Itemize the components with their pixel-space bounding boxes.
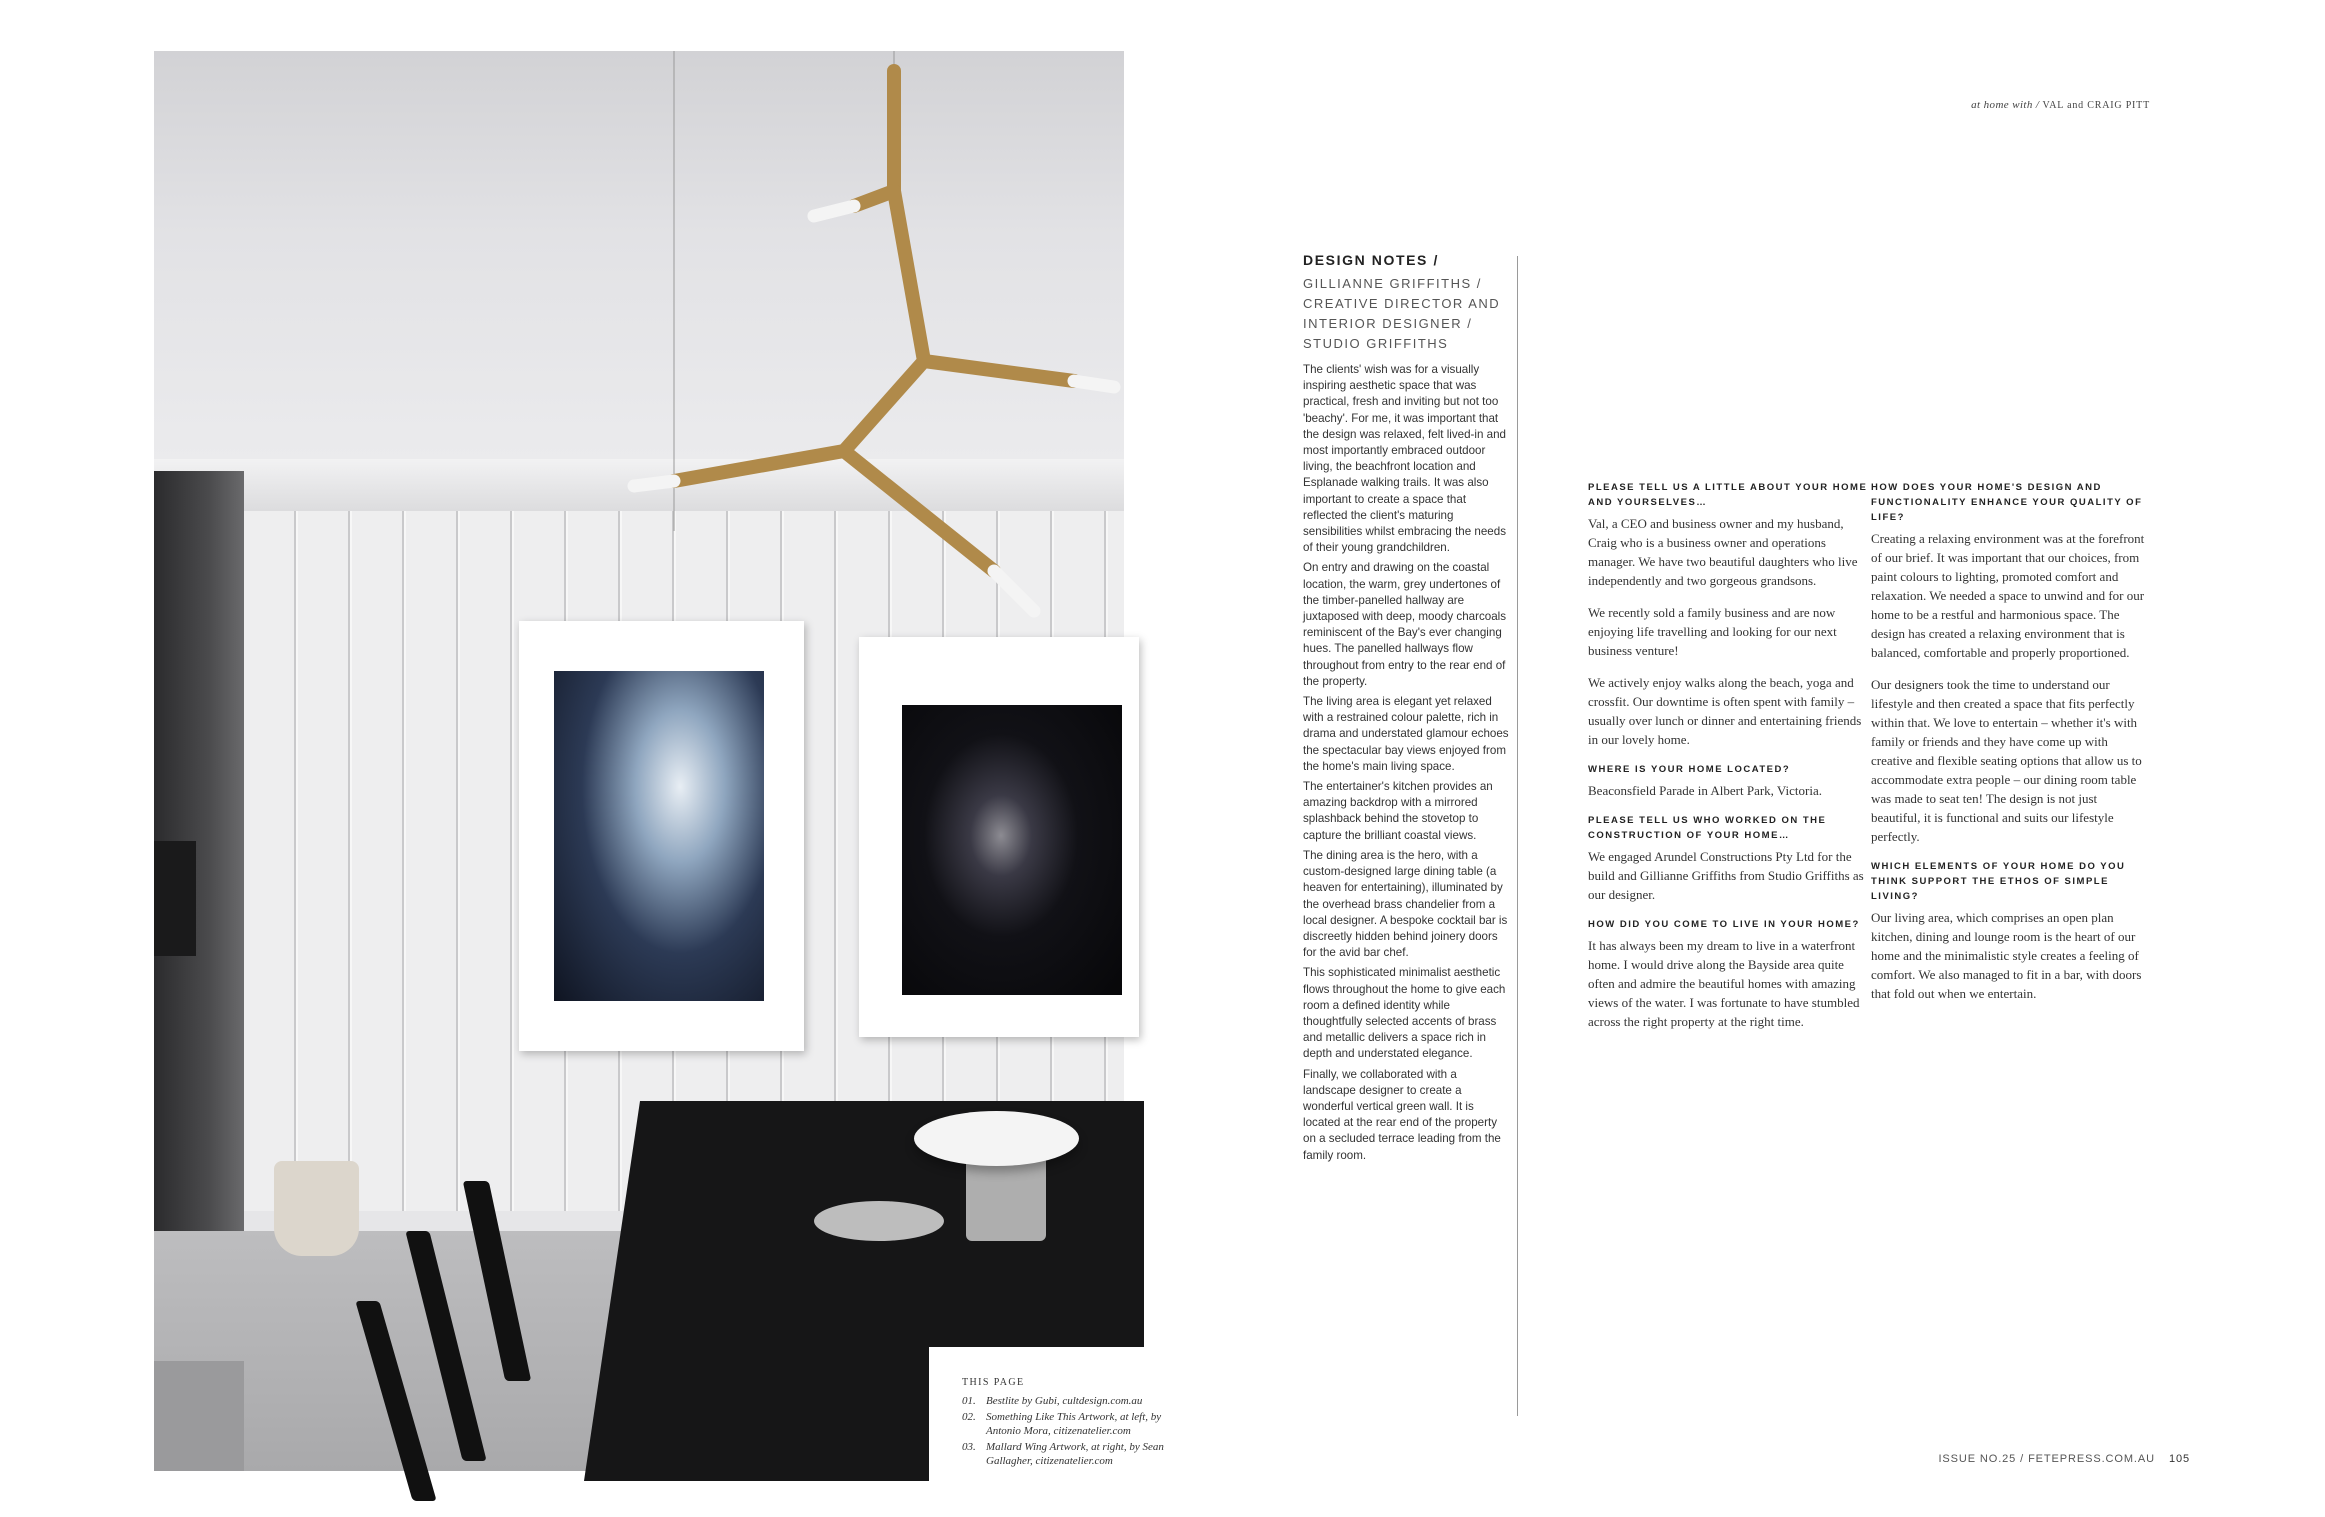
interview-answer: We recently sold a family business and are now enjoying life travelling and looking for our next business venture! [1588,605,1837,658]
design-notes-paragraph: Finally, we collaborated with a landscape designer to create a wonderful vertical green wall. It is located at the rear end of the property on a secluded terrace leading from the family room. [1303,1067,1501,1162]
caption-item [962,1410,1203,1438]
design-notes-paragraph: The living area is elegant yet relaxed with a restrained colour palette, rich in drama and understated glamour echoes the spectacular bay views enjoyed from the home's main living space. [1303,695,1509,773]
interview-answer: Beaconsfield Parade in Albert Park, Victoria. [1588,783,1822,798]
dining-room-photo [154,51,1164,1467]
caption-item-text: Bestlite by Gubi, cultdesign.com.au [986,1395,1143,1407]
interview-column-right [1871,480,2147,1016]
caption-item [962,1394,1203,1408]
design-notes-subtitle: GILLIANNE GRIFFITHS / CREATIVE DIRECTOR AND INTERIOR DESIGNER / STUDIO GRIFFITHS [1303,276,1501,351]
interview-answer: We actively enjoy walks along the beach, yoga and crossfit. Our downtime is often spent with family – usually over lunch or dinner and entertaining friends in our lovely home. [1588,675,1862,747]
caption-item-text: Mallard Wing Artwork, at right, by Sean Gallagher, citizenatelier.com [986,1441,1164,1467]
running-header-prefix: at home with / [1971,99,2040,111]
interview-question: PLEASE TELL US A LITTLE ABOUT YOUR HOME AND YOURSELVES… [1588,482,1868,508]
television [154,841,196,956]
caption-item-number: 01. [962,1395,976,1407]
interview-question: WHICH ELEMENTS OF YOUR HOME DO YOU THINK SUPPORT THE ETHOS OF SIMPLE LIVING? [1871,861,2126,902]
issue-label: ISSUE NO.25 / FETEPRESS.COM.AU [1938,1453,2155,1465]
caption-heading: THIS PAGE [962,1377,1025,1388]
running-header-names: VAL and CRAIG PITT [2042,100,2150,111]
basket [274,1161,359,1256]
design-notes-column [1303,252,1511,1168]
brass-chandelier [154,51,1124,651]
artwork-left [554,671,764,1001]
interview-column-left [1588,480,1870,1044]
interview-question: HOW DID YOU COME TO LIVE IN YOUR HOME? [1588,919,1860,930]
design-notes-paragraph: On entry and drawing on the coastal location, the warm, grey undertones of the timber-panelled hallway are juxtaposed with deep, moody charcoals reminiscent of the Bay's ever changing hues. The panelled hallways flow throughout from entry to the rear end of the property. [1303,561,1507,688]
column-divider [1517,256,1518,1416]
artwork-right [902,705,1122,995]
design-notes-paragraph: The dining area is the hero, with a custom-designed large dining table (a heaven for entertaining), illuminated by the overhead brass chandelier from a local designer. A bespoke cocktail bar is discreetly hidden behind joinery doors for the avid bar chef. [1303,848,1508,960]
interview-question: HOW DOES YOUR HOME'S DESIGN AND FUNCTIONALITY ENHANCE YOUR QUALITY OF LIFE? [1871,482,2143,523]
design-notes-paragraph: This sophisticated minimalist aesthetic flows throughout the home to give each room a defined identity while thoughtfully selected accents of brass and metallic delivers a space rich in depth and understated elegance. [1303,966,1506,1061]
artwork-left-frame [519,621,804,1051]
caption-item-number: 02. [962,1411,976,1423]
caption-item-text: Something Like This Artwork, at left, by Antonio Mora, citizenatelier.com [986,1411,1162,1437]
concrete-plate [814,1201,944,1241]
interview-answer: Our living area, which comprises an open plan kitchen, dining and lounge room is the heart of our home and the minimalistic style creates a feeling of comfort. We also managed to fit in a bar, with doors that fold out when we entertain. [1871,910,2142,1001]
running-header [1860,99,2150,111]
caption-item [962,1440,1203,1468]
design-notes-paragraph: The entertainer's kitchen provides an amazing backdrop with a mirrored splashback behind the stovetop to capture the brilliant coastal views. [1303,780,1493,842]
interview-answer: Creating a relaxing environment was at the forefront of our brief. It was important that our choices, from paint colours to lighting, promoted comfort and relaxation. We needed a space to unwind and for our home to be a restful and harmonious space. The design has created a relaxing environment that is balanced, comfortable and properly proportioned. [1871,531,2145,660]
rug [154,1361,244,1471]
caption-item-number: 03. [962,1441,976,1453]
interview-question: PLEASE TELL US WHO WORKED ON THE CONSTRUCTION OF YOUR HOME… [1588,815,1827,841]
page-number: 105 [2168,1453,2190,1465]
artwork-right-frame [859,637,1139,1037]
design-notes-paragraph: The clients' wish was for a visually inspiring aesthetic space that was practical, fresh and inviting but not too 'beachy'. For me, it was important that the design was relaxed, felt lived-in and most importantly embraced outdoor living, the beachfront location and Esplanade walking trails. It was also important to create a space that reflected the client's maturing sensibilities whilst embracing the needs of their young grandchildren. [1303,363,1507,555]
sculpture-base [966,1156,1046,1241]
interview-answer: It has always been my dream to live in a waterfront home. I would drive along the Bayside area quite often and admire the beautiful homes with amazing views of the water. I was fortunate to have stumbled across the right property at the right time. [1588,938,1860,1029]
interview-question: WHERE IS YOUR HOME LOCATED? [1588,764,1791,775]
interview-answer: Val, a CEO and business owner and my husband, Craig who is a business owner and operations manager. We have two beautiful daughters who live independently and two gorgeous grandsons. [1588,516,1858,588]
photo-caption [929,1347,1203,1517]
interview-answer: Our designers took the time to understand our lifestyle and then created a space that fits perfectly within that. We love to entertain – whether it's with family or friends and they have come up with creative and flexible seating options that allow us to accommodate extra people – our dining room table was made to seat ten! The design is not just beautiful, it is functional and suits our lifestyle perfectly. [1871,677,2142,844]
page-footer [1890,1453,2190,1465]
interview-answer: We engaged Arundel Constructions Pty Ltd for the build and Gillianne Griffiths from Studio Griffiths as our designer. [1588,849,1864,902]
sculpture-bowl [914,1111,1079,1166]
design-notes-title: DESIGN NOTES / [1303,252,1439,268]
